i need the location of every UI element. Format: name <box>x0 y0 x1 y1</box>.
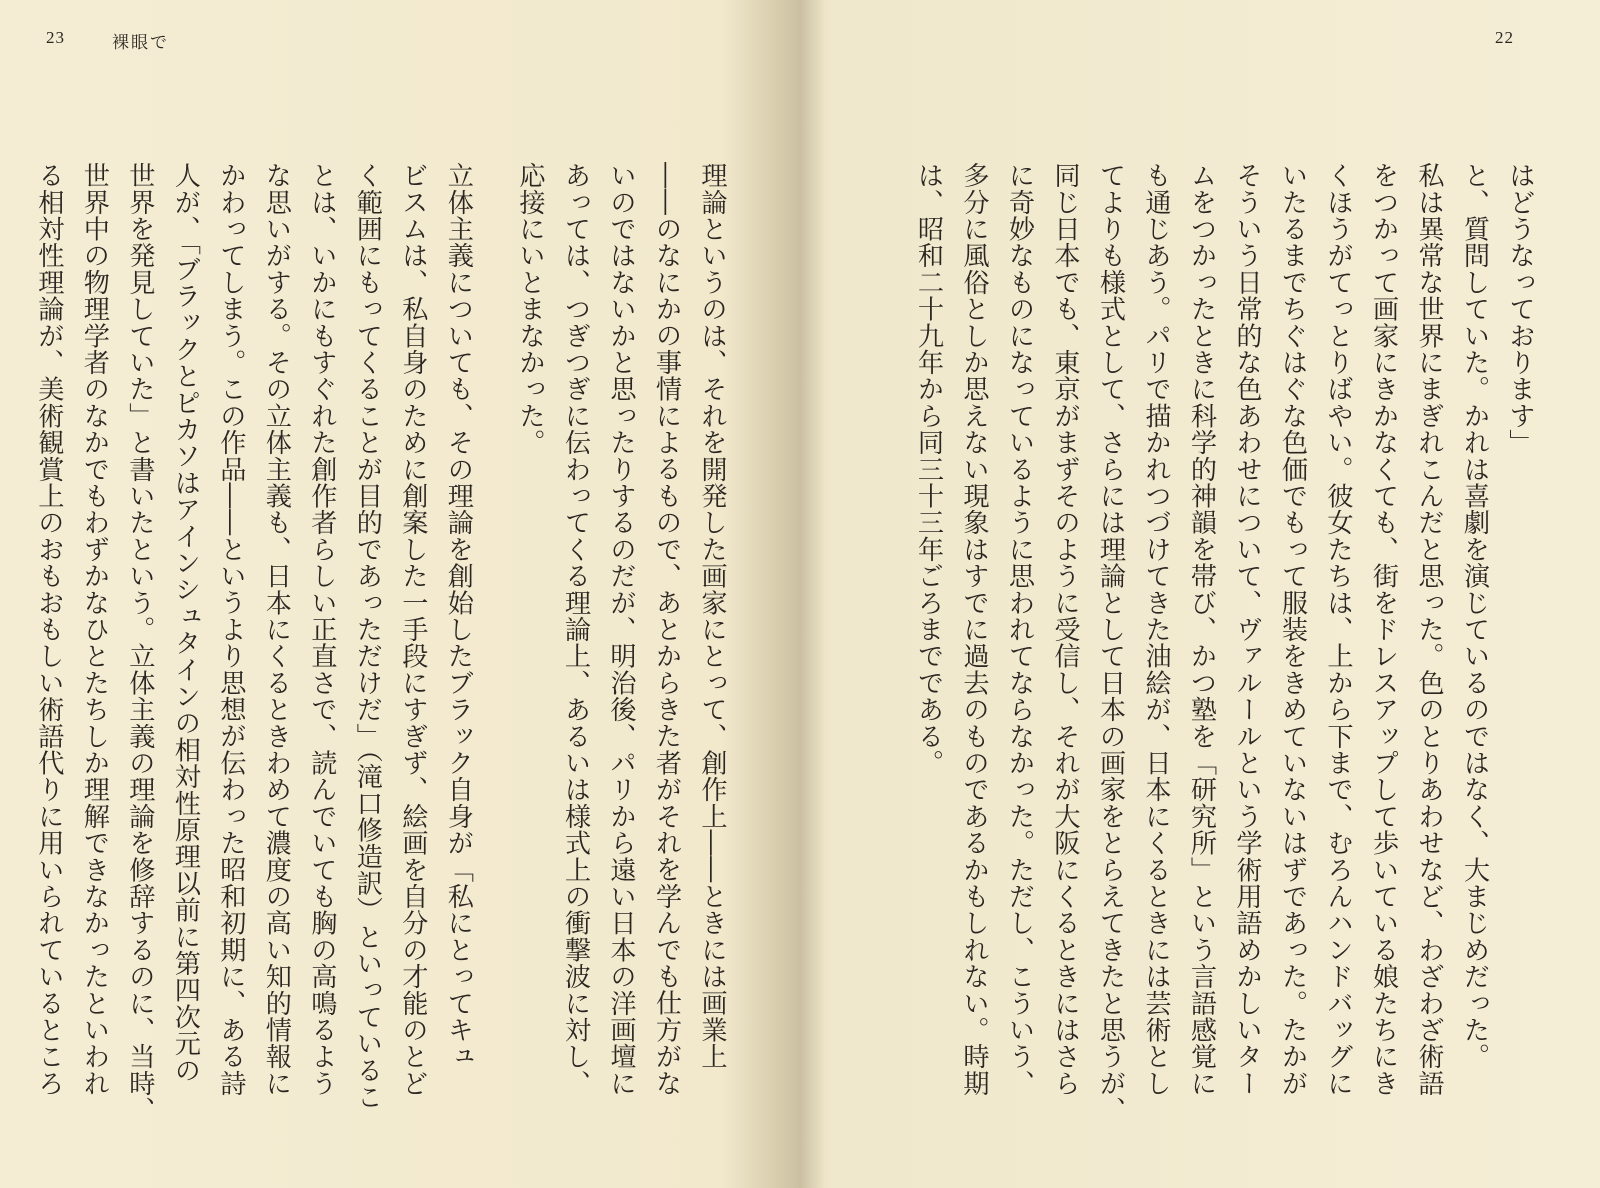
text-line: 世界中の物理学者のなかでもわずかなひとたちしか理解できなかったといわれ <box>79 162 110 1097</box>
text-line: てよりも様式として、さらには理論として日本の画家をとらえてきたと思うが、 <box>1095 162 1126 1124</box>
text-line: かわってしまう。この作品――というより思想が伝わった昭和初期に、ある詩 <box>215 162 246 1097</box>
text-line: ビスムは、私自身のために創案した一手段にすぎず、絵画を自分の才能のとど <box>397 162 428 1097</box>
left-page-body <box>25 162 734 1162</box>
text-line: 理論というのは、それを開発した画家にとって、創作上――ときには画業上 <box>697 162 727 1070</box>
text-line: とは、いかにもすぐれた創作者らしい正直さで、読んでいても胸の高鳴るよう <box>306 162 337 1097</box>
running-title: 裸眼で <box>112 33 169 53</box>
right-page-body <box>905 162 1542 1162</box>
left-page <box>0 0 790 1188</box>
text-line: も通じあう。パリで描かれつづけてきた油絵が、日本にくるときには芸術とし <box>1141 162 1171 1097</box>
text-line: に奇妙なものになっているように思われてならなかった。ただし、こういう、 <box>1004 162 1035 1097</box>
text-line: はどうなっております」 <box>1505 162 1535 456</box>
text-line: をつかって画家にきかなくても、街をドレスアップして歩いている娘たちにき <box>1368 162 1399 1097</box>
text-line: ムをつかったときに科学的神韻を帯び、かつ塾を「研究所」という言語感覚に <box>1186 162 1217 1097</box>
text-line: 応接にいとまなかった。 <box>515 162 545 456</box>
text-line: いのではないかと思ったりするのだが、明治後、パリから遠い日本の洋画壇に <box>606 162 636 1097</box>
text-line: くほうがてっとりばやい。彼女たちは、上から下まで、むろんハンドバッグに <box>1323 162 1353 1097</box>
text-line: 多分に風俗としか思えない現象はすでに過去のものであるかもしれない。時期 <box>959 162 989 1097</box>
text-line: は、昭和二十九年から同三十三年ごろまでである。 <box>913 162 944 777</box>
text-line: いたるまでちぐはぐな色価でもって服装をきめていないはずであった。たかが <box>1277 162 1308 1097</box>
text-line: 人が、「ブラックとピカソはアインシュタインの相対性原理以前に第四次元の <box>170 162 201 1084</box>
page-number: 22 <box>1495 28 1514 47</box>
text-line: る相対性理論が、美術観賞上のおもおもしい術語代りに用いられているところ <box>33 162 64 1097</box>
text-line: 私は異常な世界にまぎれこんだと思った。色のとりあわせなど、わざわざ術語 <box>1414 162 1444 1097</box>
text-line: 立体主義についても、その理論を創始したブラック自身が「私にとってキュ <box>443 162 474 1070</box>
text-line: く範囲にもってくることが目的であっただけだ」（滝口修造訳）といっているこ <box>352 162 383 1111</box>
text-line: そういう日常的な色あわせについて、ヴァルールという学術用語めかしいター <box>1232 162 1262 1097</box>
text-line: あっては、つぎつぎに伝わってくる理論上、あるいは様式上の衝撃波に対し、 <box>560 162 591 1097</box>
text-line: 同じ日本でも、東京がまずそのように受信し、それが大阪にくるときにはさら <box>1050 162 1080 1097</box>
page-number: 23 <box>46 28 65 47</box>
text-line: ――のなにかの事情によるもので、あとからきた者がそれを学んでも仕方がな <box>651 162 682 1097</box>
right-page <box>810 0 1600 1188</box>
text-line: 世界を発見していた」と書いたという。立体主義の理論を修辞するのに、当時、 <box>124 162 155 1124</box>
text-line: と、質問していた。かれは喜劇を演じているのではなく、大まじめだった。 <box>1459 162 1490 1070</box>
text-line: な思いがする。その立体主義も、日本にくるときわめて濃度の高い知的情報に <box>261 162 292 1097</box>
